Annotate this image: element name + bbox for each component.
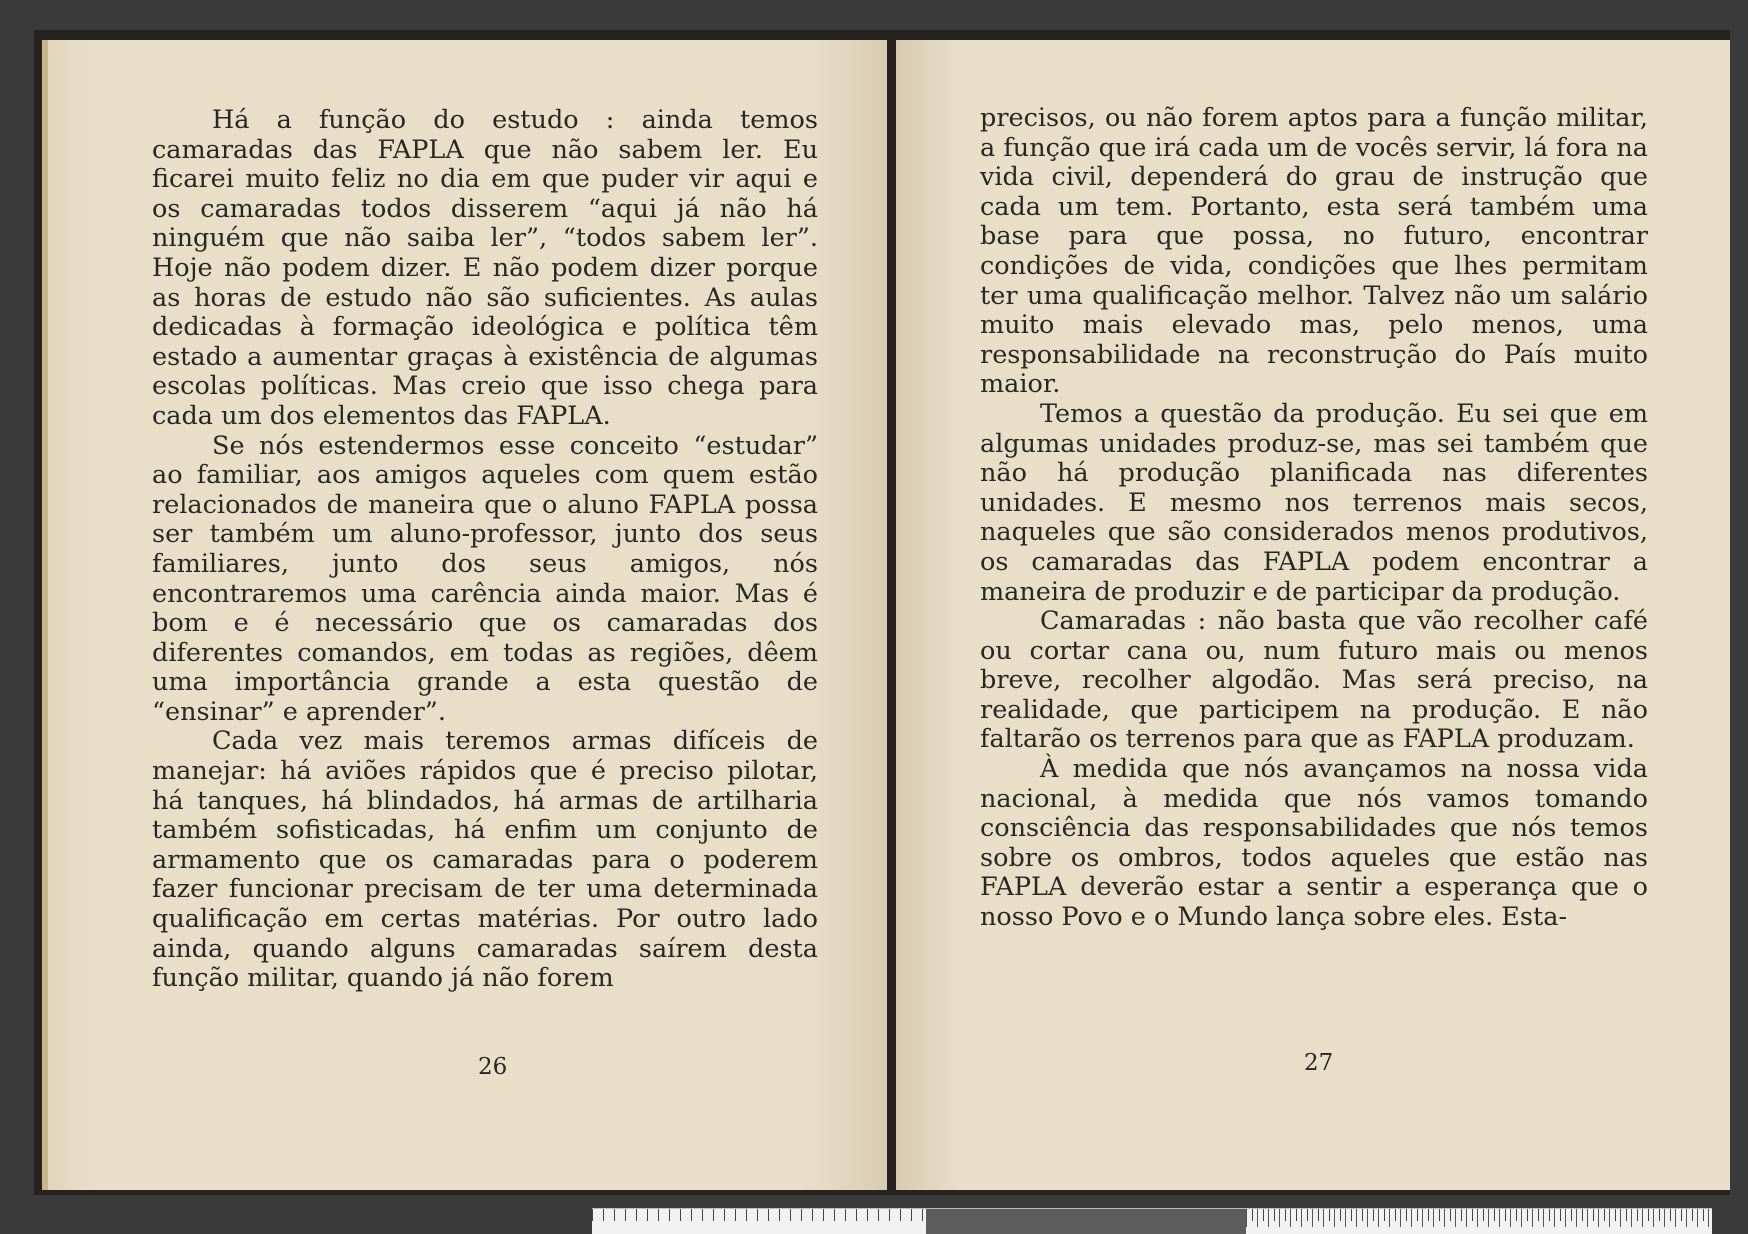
paragraph: Se nós estendermos esse conceito “estudar” ao familiar, aos amigos aqueles com quem estão relacionados de maneira que o aluno FAPLA possa ser também um aluno-professor, junto dos seus familiares, junto dos seus amigos, nós encontraremos uma carência ainda maior. Mas é bom e é necessário que os camaradas dos diferentes comandos, em todas as regiões, dêem uma importância grande a esta questão de “ensinar” e aprender”. — [152, 430, 818, 727]
left-page — [42, 40, 887, 1190]
paragraph: precisos, ou não forem aptos para a função militar, a função que irá cada um de vocês servir, lá fora na vida civil, dependerá do grau de instrução que cada um tem. Portanto, esta será também uma base para que possa, no futuro, encontrar condições de vida, condições que lhes permitam ter uma qualificação melhor. Talvez não um salário muito mais elevado mas, pelo menos, uma responsabilidade na reconstrução do País muito maior. — [980, 103, 1648, 400]
right-page — [896, 40, 1730, 1190]
open-book — [34, 30, 1730, 1195]
page-number: 26 — [478, 1054, 508, 1080]
ruler-dark-segment — [926, 1209, 1246, 1234]
paragraph: Camaradas : não basta que vão recolher café ou cortar cana ou, num futuro mais ou menos breve, recolher algodão. Mas será preciso, na realidade, que participem na produção. E não faltarão os terrenos para que as FAPLA produzam. — [980, 606, 1648, 755]
ruler-ticks-right — [1246, 1209, 1712, 1227]
paragraph: Há a função do estudo : ainda temos camaradas das FAPLA que não sabem ler. Eu ficarei muito feliz no dia em que puder vir aqui e os camaradas todos disserem “aqui já não há ninguém que não saiba ler”, “todos sabem ler”. Hoje não podem dizer. E não podem dizer porque as horas de estudo não são suficientes. As aulas dedicadas à formação ideológica e política têm estado a aumentar graças à existência de algumas escolas políticas. Mas creio que isso chega para cada um dos elementos das FAPLA. — [152, 105, 818, 431]
paragraph: Cada vez mais teremos armas difíceis de manejar: há aviões rápidos que é preciso pilotar, há tanques, há blindados, há armas de artilharia também sofisticadas, há enfim um conjunto de armamento que os camaradas para o poderem fazer funcionar precisam de ter uma determinada qualificação em certas matérias. Por outro lado ainda, quando alguns camaradas saírem desta função militar, quando já não forem — [152, 726, 818, 994]
page-number: 27 — [1304, 1050, 1334, 1076]
paragraph: Temos a questão da produção. Eu sei que em algumas unidades produz-se, mas sei também que não há produção planificada nas diferentes unidades. E mesmo nos terrenos mais secos, naqueles que são considerados menos produtivos, os camaradas das FAPLA podem encontrar a maneira de produzir e de participar da produção. — [980, 398, 1648, 607]
left-page-text — [152, 106, 818, 994]
right-page-text — [980, 104, 1648, 933]
paragraph: À medida que nós avançamos na nossa vida nacional, à medida que nós vamos tomando consciência das responsabilidades que nós temos sobre os ombros, todos aqueles que estão nas FAPLA deverão estar a sentir a esperança que o nosso Povo e o Mundo lança sobre eles. Esta- — [980, 754, 1648, 933]
scale-ruler — [592, 1208, 1712, 1234]
